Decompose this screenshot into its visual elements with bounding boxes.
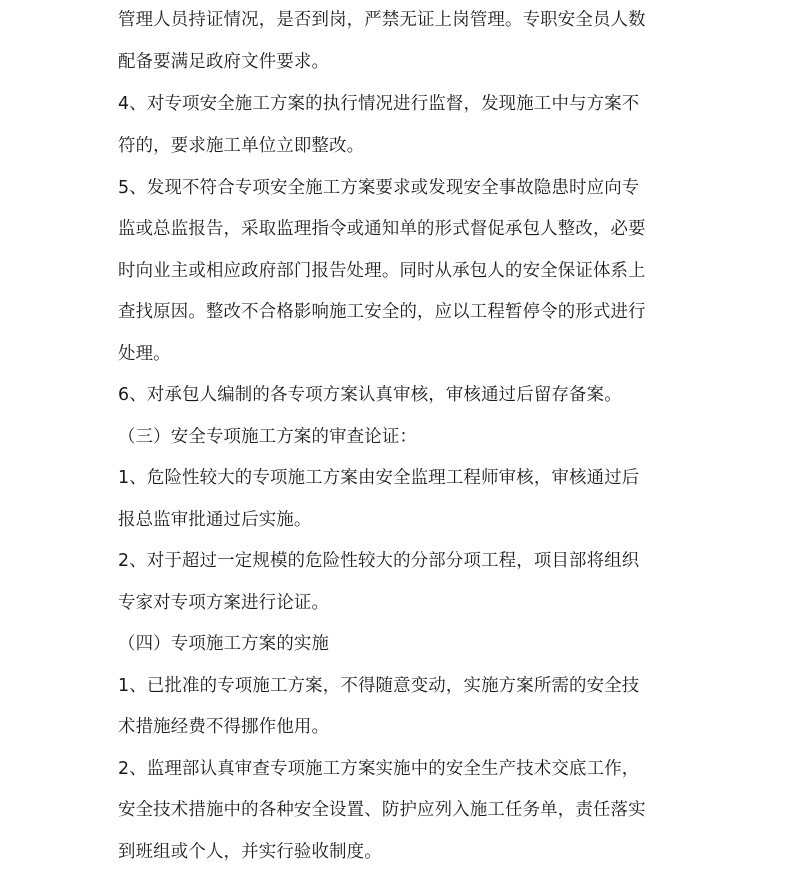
text-line: 到班组或个人，并实行验收制度。 xyxy=(118,842,382,862)
text-line: 1、危险性较大的专项施工方案由安全监理工程师审核，审核通过后 xyxy=(118,468,640,488)
text-line: 4、对专项安全施工方案的执行情况进行监督，发现施工中与方案不 xyxy=(118,94,640,114)
text-line: 1、已批准的专项施工方案，不得随意变动，实施方案所需的安全技 xyxy=(118,676,640,696)
text-line: 监或总监报告，采取监理指令或通知单的形式督促承包人整改，必要 xyxy=(118,219,646,239)
text-line: 2、对于超过一定规模的危险性较大的分部分项工程，项目部将组织 xyxy=(118,551,640,571)
section-heading: （四）专项施工方案的实施 xyxy=(118,634,330,654)
text-line: 6、对承包人编制的各专项方案认真审核，审核通过后留存备案。 xyxy=(118,385,622,405)
text-line: 安全技术措施中的各种安全设置、防护应列入施工任务单，责任落实 xyxy=(118,800,646,820)
section-heading: （三）安全专项施工方案的审查论证： xyxy=(118,427,418,447)
text-line: 符的，要求施工单位立即整改。 xyxy=(118,136,365,156)
text-line: 术措施经费不得挪作他用。 xyxy=(118,717,330,737)
text-line: 5、发现不符合专项安全施工方案要求或发现安全事故隐患时应向专 xyxy=(118,178,640,198)
text-line: 报总监审批通过后实施。 xyxy=(118,510,312,530)
text-line: 2、监理部认真审查专项施工方案实施中的安全生产技术交底工作， xyxy=(118,759,640,779)
text-line: 配备要满足政府文件要求。 xyxy=(118,52,330,72)
text-line: 专家对专项方案进行论证。 xyxy=(118,593,330,613)
text-line: 处理。 xyxy=(118,344,171,364)
text-line: 时向业主或相应政府部门报告处理。同时从承包人的安全保证体系上 xyxy=(118,261,646,281)
text-line: 管理人员持证情况，是否到岗，严禁无证上岗管理。专职安全员人数 xyxy=(118,10,646,30)
text-line: 查找原因。整改不合格影响施工安全的，应以工程暂停令的形式进行 xyxy=(118,302,646,322)
